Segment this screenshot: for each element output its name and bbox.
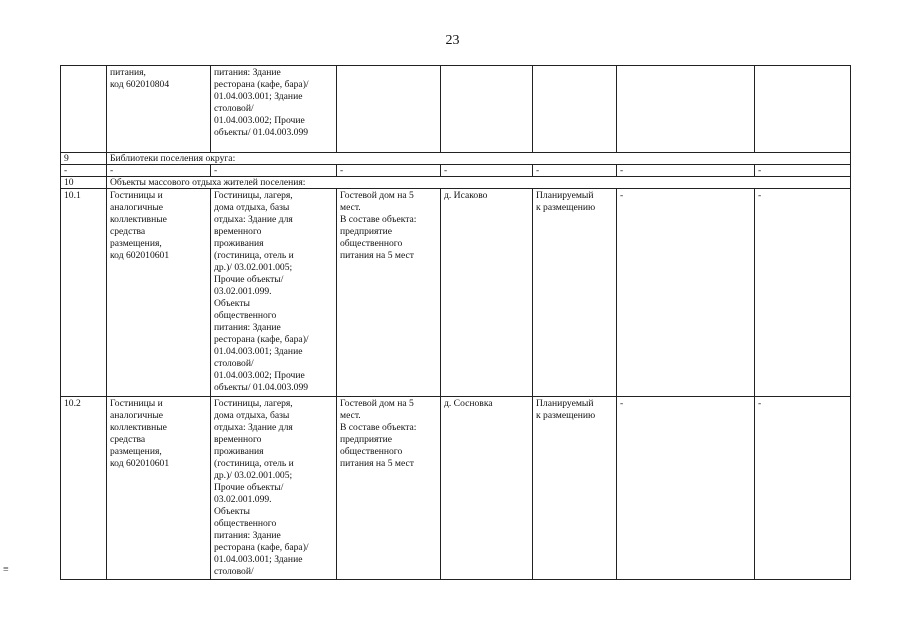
cell-object-type: Гостиницы и аналогичные коллективные средства размещения, код 602010601 [107, 397, 211, 580]
section-number: 10 [61, 177, 107, 189]
cell-object-purpose: Гостиницы, лагеря, дома отдыха, базы отдыха: Здание для временного проживания (гостиница, отель и др.)/ 03.02.001.005; Прочие объекты/ 03.02.001.099. Объекты общественного питания: Здание ресторана (кафе, бара)/ 01.04.003.001; Здание столовой/ 01.04.003.002; Прочие объекты/ 01.04.003.099 [211, 189, 337, 397]
cell-location [441, 66, 533, 153]
cell-number: 10.2 [61, 397, 107, 580]
cell-number [61, 66, 107, 153]
cell-location: - [441, 165, 533, 177]
cell-characteristics [337, 66, 441, 153]
cell-zone: - [617, 397, 755, 580]
cell-status [533, 66, 617, 153]
cell-location: д. Сосновка [441, 397, 533, 580]
cell-number: - [61, 165, 107, 177]
cell-characteristics: Гостевой дом на 5 мест. В составе объекта: предприятие общественного питания на 5 мест [337, 397, 441, 580]
cell-zone: - [617, 165, 755, 177]
cell-zone [617, 66, 755, 153]
cell-object-type: - [107, 165, 211, 177]
section-title: Объекты массового отдыха жителей поселения: [107, 177, 851, 189]
section-row-10 [61, 177, 851, 189]
cell-object-purpose: Гостиницы, лагеря, дома отдыха, базы отдыха: Здание для временного проживания (гостиница, отель и др.)/ 03.02.001.005; Прочие объекты/ 03.02.001.099. Объекты общественного питания: Здание ресторана (кафе, бара)/ 01.04.003.001; Здание столовой/ [211, 397, 337, 580]
cell-characteristics: Гостевой дом на 5 мест. В составе объекта: предприятие общественного питания на 5 мест [337, 189, 441, 397]
cell-status: - [533, 165, 617, 177]
cell-number: 10.1 [61, 189, 107, 397]
cell-object-type: питания, код 602010804 [107, 66, 211, 153]
section-number: 9 [61, 153, 107, 165]
page-number: 23 [445, 33, 460, 48]
cell-extra: - [755, 397, 851, 580]
table-row-10-1 [61, 189, 851, 397]
cell-object-purpose: - [211, 165, 337, 177]
cell-object-purpose: питания: Здание ресторана (кафе, бара)/ 01.04.003.001; Здание столовой/ 01.04.003.002; Прочие объекты/ 01.04.003.099 [211, 66, 337, 153]
section-row-9 [61, 153, 851, 165]
cell-status: Планируемый к размещению [533, 189, 617, 397]
cell-zone: - [617, 189, 755, 397]
cell-status: Планируемый к размещению [533, 397, 617, 580]
planning-table [60, 65, 851, 580]
table-row-continued [61, 66, 851, 153]
cell-extra: - [755, 189, 851, 397]
scan-margin-mark: ≡ [3, 564, 9, 575]
cell-location: д. Исаково [441, 189, 533, 397]
table-row-10-2 [61, 397, 851, 580]
section-title: Библиотеки поселения округа: [107, 153, 851, 165]
cell-extra [755, 66, 851, 153]
cell-object-type: Гостиницы и аналогичные коллективные средства размещения, код 602010601 [107, 189, 211, 397]
cell-characteristics: - [337, 165, 441, 177]
table-row-empty [61, 165, 851, 177]
cell-extra: - [755, 165, 851, 177]
